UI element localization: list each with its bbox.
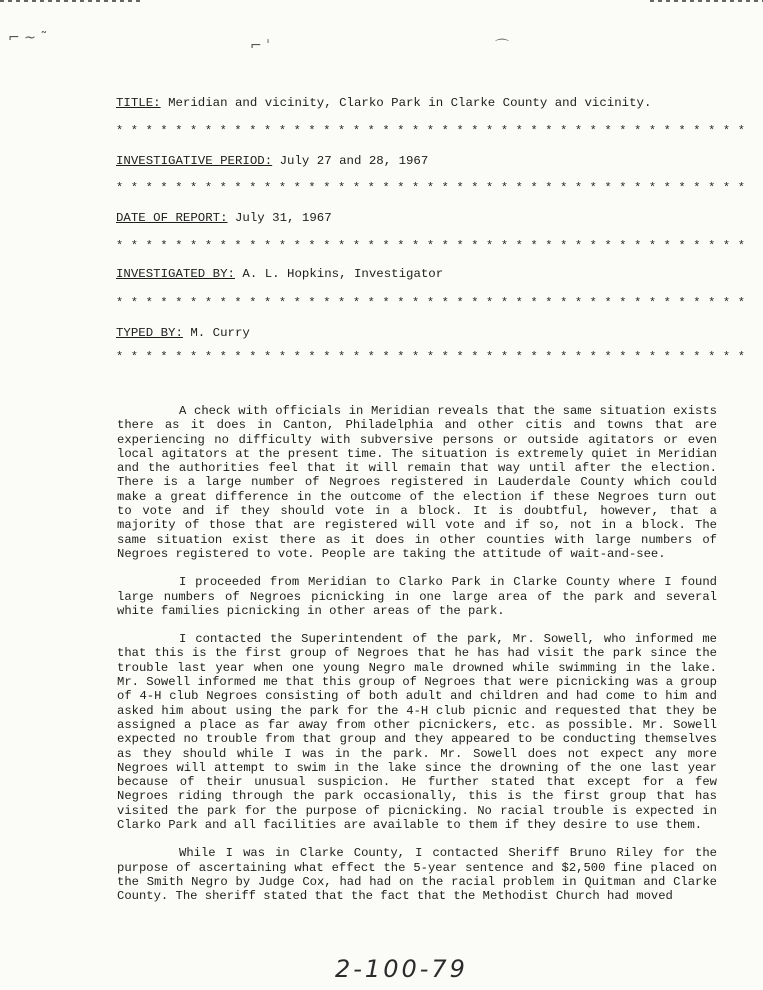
- investigator-label: INVESTIGATED BY:: [116, 267, 235, 281]
- report-body: [117, 404, 717, 918]
- separator-2: * * * * * * * * * * * * * * * * * * * * * * * * * * * * * * * * * * * * * * * * * * *: [116, 181, 746, 195]
- separator-4: * * * * * * * * * * * * * * * * * * * * * * * * * * * * * * * * * * * * * * * * * * *: [116, 296, 746, 310]
- scan-mark-center: ⌐ ˈ: [250, 38, 271, 54]
- top-edge-marks-right: [650, 0, 763, 2]
- separator-3: * * * * * * * * * * * * * * * * * * * * * * * * * * * * * * * * * * * * * * * * * * *: [116, 239, 746, 253]
- investigator-line: [116, 266, 443, 282]
- scan-mark-right: ⌒: [495, 39, 509, 55]
- title-value: Meridian and vicinity, Clarko Park in Clarke County and vicinity.: [168, 96, 652, 110]
- separator-5: * * * * * * * * * * * * * * * * * * * * * * * * * * * * * * * * * * * * * * * * * * *: [116, 350, 746, 364]
- scan-mark-left: ⌐ ~ ˜: [8, 30, 48, 46]
- document-number: 2-100-79: [335, 955, 468, 983]
- period-label: INVESTIGATIVE PERIOD:: [116, 154, 273, 168]
- period-line: [116, 153, 428, 169]
- top-edge-marks-left: [0, 0, 140, 2]
- date-line: [116, 210, 332, 226]
- paragraph-superintendent: I contacted the Superintendent of the park, Mr. Sowell, who informed me that this is the first group of Negroes that he has had visit the park since the trouble last year when one young Negro male drowned while swimming in the lake. Mr. Sowell informed me that this group of Negroes that were picnicking was a group of 4-H club Negroes consisting of both adult and children and had come to him and asked him about using the park for the 4-H club picnic and requested that they be assigned a place as far away from other picnickers, etc. as possible. Mr. Sowell expected no trouble from that group and they appeared to be conducting themselves as they should while I was in the park. Mr. Sowell does not expect any more Negroes will attempt to swim in the lake since the drowning of the one last year because of their unusual suspicion. He further stated that except for a few Negroes riding through the park occasionally, this is the first group that has visited the park for the purpose of picnicking. No racial trouble is expected in Clarko Park and all facilities are available to them if they desire to use them.: [117, 632, 717, 833]
- paragraph-sheriff: While I was in Clarke County, I contacted Sheriff Bruno Riley for the purpose of ascertaining what effect the 5-year sentence and $2,500 fine placed on the Smith Negro by Judge Cox, had had on the racial problem in Quitman and Clarke County. The sheriff stated that the fact that the Methodist Church had moved: [117, 846, 717, 904]
- date-value: July 31, 1967: [234, 211, 332, 225]
- period-value: July 27 and 28, 1967: [279, 154, 429, 168]
- title-label: TITLE:: [116, 96, 161, 110]
- separator-1: * * * * * * * * * * * * * * * * * * * * * * * * * * * * * * * * * * * * * * * * * * *: [116, 124, 746, 138]
- investigator-value: A. L. Hopkins, Investigator: [242, 267, 444, 281]
- typist-line: [116, 325, 250, 341]
- paragraph-clarko-park: I proceeded from Meridian to Clarko Park in Clarke County where I found large numbers of Negroes picnicking in one large area of the park and several white families picnicking in other areas of the park.: [117, 575, 717, 618]
- title-line: [116, 95, 651, 111]
- date-label: DATE OF REPORT:: [116, 211, 228, 225]
- paragraph-meridian: A check with officials in Meridian reveals that the same situation exists there as it does in Canton, Philadelphia and other citis and towns that are experiencing no difficulty with subversive persons or outside agitators or even local agitators at the present time. The situation is extremely quiet in Meridian and the authorities feel that it will remain that way until after the election. There is a large number of Negroes registered in Lauderdale County which could make a great difference in the outcome of the election if these Negroes turn out to vote and if they should vote in a block. It is doubtful, however, that a majority of those that are registered will vote and if so, not in a block. The same situation exist there as it does in other counties with large numbers of Negroes registered to vote. People are taking the attitude of wait-and-see.: [117, 404, 717, 561]
- typist-label: TYPED BY:: [116, 326, 183, 340]
- typist-value: M. Curry: [190, 326, 250, 340]
